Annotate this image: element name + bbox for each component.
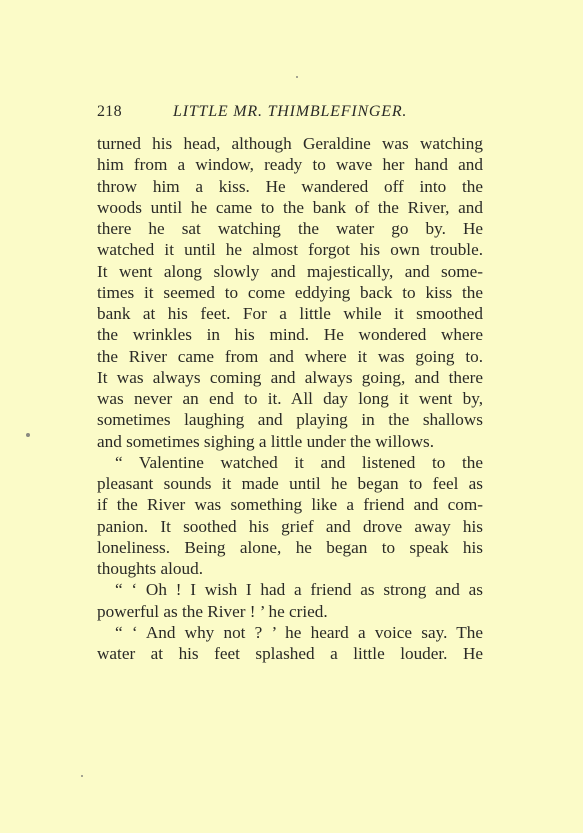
text-line: sometimes laughing and playing in the shallows (97, 410, 483, 430)
page-header (97, 103, 487, 125)
text-line: It went along slowly and majestically, and some- (97, 261, 483, 281)
text-line: turned his head, although Geraldine was watching (97, 134, 483, 153)
text-line: woods until he came to the bank of the River, and (97, 197, 483, 217)
text-line: the wrinkles in his mind. He wondered where (97, 325, 483, 345)
text-line: him from a window, ready to wave her hand and (97, 155, 483, 175)
text-line: “ ‘ And why not ? ’ he heard a voice say. The (115, 622, 483, 642)
text-line: times it seemed to come eddying back to kiss the (97, 282, 483, 302)
text-line: was never an end to it. All day long it went by, (97, 389, 483, 408)
text-line: loneliness. Being alone, he began to speak his (97, 537, 483, 557)
text-line: thoughts aloud. (97, 559, 203, 578)
running-title: LITTLE MR. THIMBLEFINGER. (173, 103, 408, 120)
text-line: “ Valentine watched it and listened to the (115, 452, 483, 472)
body-text (97, 133, 483, 664)
text-line: pleasant sounds it made until he began to feel as (97, 474, 483, 493)
text-line: watched it until he almost forgot his own trouble. (97, 240, 483, 260)
page-number: 218 (97, 103, 122, 120)
text-line: the River came from and where it was going to. (97, 346, 483, 366)
text-line: if the River was something like a friend and com- (97, 495, 483, 515)
text-line: and sometimes sighing a little under the willows. (97, 431, 435, 451)
text-line: throw him a kiss. He wandered off into the (97, 176, 483, 196)
text-line: powerful as the River ! ’ he cried. (97, 601, 328, 621)
page-speck (26, 433, 30, 437)
text-line: there he sat watching the water go by. He (97, 219, 483, 238)
text-line: water at his feet splashed a little louder. He (97, 644, 483, 663)
page-speck (296, 76, 298, 78)
text-line: It was always coming and always going, and there (97, 367, 483, 387)
page-speck (81, 775, 83, 777)
text-line: bank at his feet. For a little while it smoothed (97, 304, 483, 323)
text-line: “ ‘ Oh ! I wish I had a friend as strong and as (115, 580, 483, 600)
text-line: panion. It soothed his grief and drove away his (97, 516, 483, 536)
